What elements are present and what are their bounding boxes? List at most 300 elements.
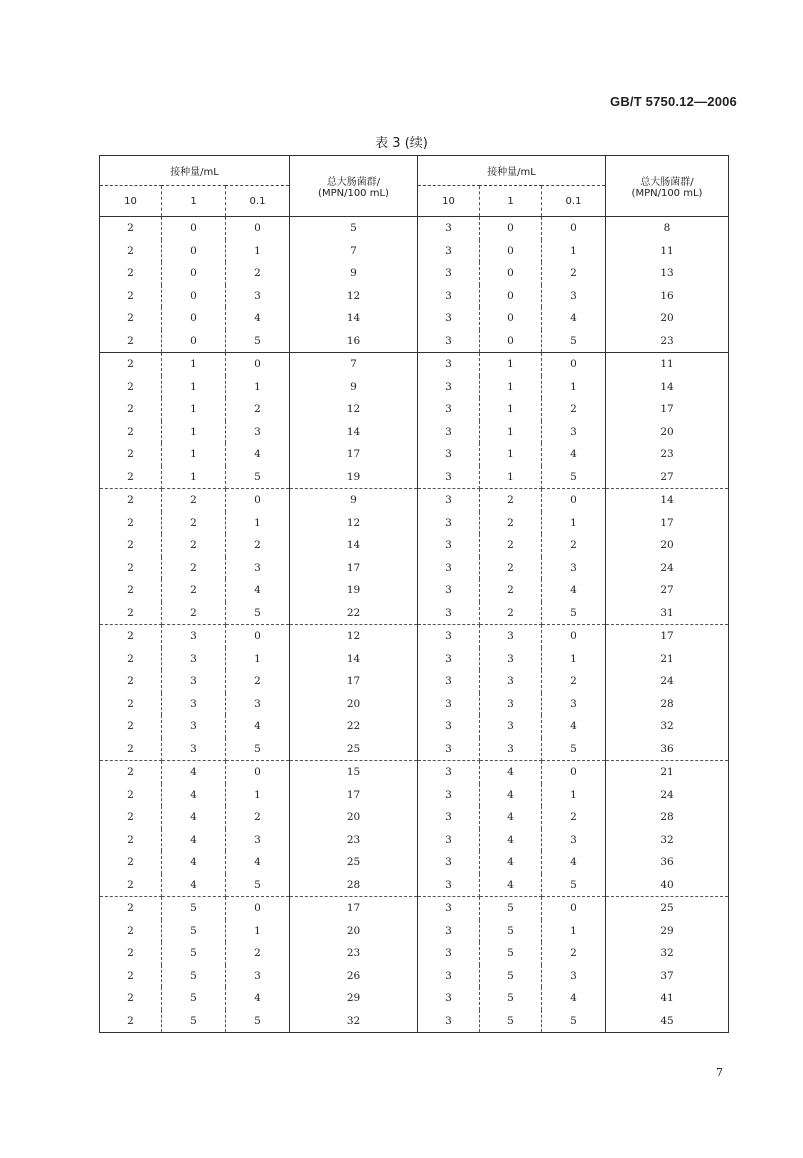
cell-right-1ml: 0 [480, 307, 542, 330]
cell-left-mpn: 17 [290, 670, 418, 693]
cell-right-10ml: 3 [418, 217, 480, 240]
cell-right-0.1ml: 2 [542, 942, 606, 965]
cell-left-mpn: 17 [290, 897, 418, 920]
cell-right-0.1ml: 0 [542, 217, 606, 240]
cell-left-0.1ml: 0 [226, 353, 290, 376]
table-row [100, 1010, 729, 1033]
cell-right-1ml: 4 [480, 874, 542, 897]
cell-left-1ml: 2 [162, 489, 226, 512]
cell-left-1ml: 1 [162, 421, 226, 444]
table-row [100, 443, 729, 466]
cell-right-1ml: 0 [480, 285, 542, 308]
cell-left-0.1ml: 5 [226, 330, 290, 353]
cell-right-1ml: 1 [480, 398, 542, 421]
cell-left-mpn: 20 [290, 920, 418, 943]
cell-left-mpn: 32 [290, 1010, 418, 1033]
cell-left-mpn: 12 [290, 512, 418, 535]
cell-left-10ml: 2 [100, 602, 162, 625]
cell-right-mpn: 32 [660, 947, 674, 960]
table-row [100, 965, 729, 988]
cell-left-10ml: 2 [100, 897, 162, 920]
cell-right-0.1ml: 1 [542, 512, 606, 535]
cell-left-1ml: 0 [162, 330, 226, 353]
cell-right-0.1ml: 2 [542, 398, 606, 421]
cell-left-mpn: 23 [290, 829, 418, 852]
cell-right-10ml: 3 [418, 579, 480, 602]
table-caption: 表 3 (续) [375, 136, 428, 151]
cell-right-1ml: 5 [480, 897, 542, 920]
cell-left-0.1ml: 4 [226, 579, 290, 602]
cell-right-1ml: 4 [480, 851, 542, 874]
cell-right-0.1ml: 3 [542, 829, 606, 852]
cell-left-10ml: 2 [100, 761, 162, 784]
cell-left-1ml: 1 [162, 443, 226, 466]
table-row [100, 534, 729, 557]
cell-left-1ml: 3 [162, 738, 226, 761]
sub-header-10ml-right: 10 [418, 186, 480, 217]
cell-right-0.1ml: 1 [542, 376, 606, 399]
cell-right-mpn: 27 [660, 584, 674, 597]
sub-header-1ml-left: 1 [162, 186, 226, 217]
cell-left-0.1ml: 1 [226, 648, 290, 671]
cell-right-10ml: 3 [418, 466, 480, 489]
cell-right-1ml: 1 [480, 376, 542, 399]
cell-right-1ml: 1 [480, 421, 542, 444]
cell-right-mpn: 25 [660, 902, 674, 915]
cell-left-0.1ml: 4 [226, 443, 290, 466]
cell-left-mpn: 7 [290, 353, 418, 376]
table-row [100, 851, 729, 874]
cell-left-10ml: 2 [100, 443, 162, 466]
cell-left-10ml: 2 [100, 262, 162, 285]
cell-left-0.1ml: 0 [226, 217, 290, 240]
table-row [100, 602, 729, 625]
cell-right-mpn: 23 [660, 448, 674, 461]
cell-right-1ml: 3 [480, 670, 542, 693]
cell-right-1ml: 5 [480, 942, 542, 965]
cell-right-mpn: 23 [606, 330, 729, 353]
cell-left-0.1ml: 3 [226, 557, 290, 580]
cell-left-10ml: 2 [100, 1010, 162, 1033]
cell-right-1ml: 2 [480, 579, 542, 602]
cell-left-1ml: 5 [162, 965, 226, 988]
cell-left-10ml: 2 [100, 784, 162, 807]
cell-left-1ml: 0 [162, 240, 226, 263]
cell-right-10ml: 3 [418, 829, 480, 852]
cell-left-0.1ml: 3 [226, 965, 290, 988]
cell-left-0.1ml: 3 [226, 829, 290, 852]
cell-right-0.1ml: 2 [542, 670, 606, 693]
cell-right-1ml: 2 [480, 534, 542, 557]
cell-left-1ml: 4 [162, 874, 226, 897]
cell-right-0.1ml: 0 [542, 489, 606, 512]
cell-left-10ml: 2 [100, 874, 162, 897]
cell-right-0.1ml: 4 [542, 851, 606, 874]
inoculum-header-right: 接种量/mL [418, 156, 606, 186]
mpn-header-right-line1: 总大肠菌群/ [640, 177, 694, 188]
cell-right-mpn: 14 [660, 494, 674, 507]
cell-left-1ml: 2 [162, 579, 226, 602]
cell-left-mpn: 9 [290, 489, 418, 512]
cell-left-1ml: 3 [162, 715, 226, 738]
cell-left-mpn: 17 [290, 557, 418, 580]
cell-right-10ml: 3 [418, 942, 480, 965]
cell-left-1ml: 3 [162, 625, 226, 648]
cell-left-10ml: 2 [100, 421, 162, 444]
cell-right-1ml: 1 [480, 353, 542, 376]
cell-right-10ml: 3 [418, 670, 480, 693]
cell-left-1ml: 4 [162, 761, 226, 784]
cell-left-0.1ml: 5 [226, 1010, 290, 1033]
cell-right-0.1ml: 5 [542, 738, 606, 761]
cell-right-mpn: 17 [660, 516, 674, 529]
cell-right-0.1ml: 3 [542, 285, 606, 308]
cell-left-1ml: 0 [162, 262, 226, 285]
cell-right-0.1ml: 4 [542, 987, 606, 1010]
cell-right-0.1ml: 4 [542, 715, 606, 738]
cell-left-0.1ml: 1 [226, 376, 290, 399]
cell-right-10ml: 3 [418, 1010, 480, 1033]
table-row [100, 421, 729, 444]
cell-left-mpn: 23 [290, 942, 418, 965]
cell-left-1ml: 3 [162, 648, 226, 671]
cell-left-mpn: 20 [290, 806, 418, 829]
cell-right-mpn: 36 [606, 738, 729, 761]
cell-left-10ml: 2 [100, 307, 162, 330]
cell-right-10ml: 3 [418, 489, 480, 512]
cell-left-mpn: 7 [290, 240, 418, 263]
cell-right-1ml: 0 [480, 240, 542, 263]
cell-left-1ml: 3 [162, 693, 226, 716]
table-row [100, 874, 729, 897]
cell-left-1ml: 1 [162, 466, 226, 489]
cell-left-0.1ml: 2 [226, 398, 290, 421]
cell-right-0.1ml: 1 [542, 784, 606, 807]
cell-left-mpn: 25 [290, 738, 418, 761]
mpn-header-right-line2: (MPN/100 mL) [631, 188, 703, 199]
cell-right-1ml: 0 [480, 330, 542, 353]
cell-left-1ml: 5 [162, 920, 226, 943]
cell-left-1ml: 3 [162, 670, 226, 693]
mpn-header-left-line2: (MPN/100 mL) [318, 188, 389, 199]
cell-left-0.1ml: 1 [226, 920, 290, 943]
cell-right-0.1ml: 4 [542, 579, 606, 602]
sub-header-0.1ml-right: 0.1 [542, 186, 606, 217]
cell-left-10ml: 2 [100, 398, 162, 421]
cell-right-mpn: 24 [660, 561, 674, 574]
cell-left-1ml: 5 [162, 987, 226, 1010]
cell-right-mpn: 20 [660, 425, 674, 438]
table-row [100, 285, 729, 308]
cell-left-10ml: 2 [100, 806, 162, 829]
table-row [100, 579, 729, 602]
mpn-header-right [606, 156, 729, 217]
cell-right-1ml: 1 [480, 443, 542, 466]
table-row [100, 489, 729, 512]
table-header [100, 156, 729, 217]
cell-left-mpn: 15 [290, 761, 418, 784]
table-row [100, 307, 729, 330]
cell-right-1ml: 3 [480, 693, 542, 716]
cell-left-0.1ml: 0 [226, 761, 290, 784]
cell-right-0.1ml: 0 [542, 353, 606, 376]
cell-right-10ml: 3 [418, 874, 480, 897]
table-row [100, 942, 729, 965]
cell-right-10ml: 3 [418, 784, 480, 807]
table-row [100, 648, 729, 671]
cell-left-mpn: 29 [290, 987, 418, 1010]
cell-left-0.1ml: 4 [226, 715, 290, 738]
cell-right-mpn: 14 [660, 380, 674, 393]
cell-left-mpn: 20 [290, 693, 418, 716]
cell-left-mpn: 25 [290, 851, 418, 874]
cell-left-10ml: 2 [100, 534, 162, 557]
cell-right-10ml: 3 [418, 421, 480, 444]
cell-right-0.1ml: 3 [542, 965, 606, 988]
cell-right-1ml: 3 [480, 715, 542, 738]
table-row [100, 761, 729, 784]
cell-left-10ml: 2 [100, 920, 162, 943]
cell-left-mpn: 17 [290, 784, 418, 807]
cell-left-10ml: 2 [100, 285, 162, 308]
cell-right-mpn: 41 [660, 992, 674, 1005]
cell-left-0.1ml: 0 [226, 489, 290, 512]
cell-left-1ml: 2 [162, 512, 226, 535]
cell-left-1ml: 2 [162, 534, 226, 557]
cell-right-0.1ml: 2 [542, 262, 606, 285]
cell-left-10ml: 2 [100, 330, 162, 353]
cell-left-mpn: 9 [290, 376, 418, 399]
cell-left-10ml: 2 [100, 353, 162, 376]
table-row [100, 625, 729, 648]
cell-right-mpn: 36 [660, 856, 674, 869]
cell-right-mpn: 24 [660, 675, 674, 688]
cell-right-10ml: 3 [418, 285, 480, 308]
cell-right-10ml: 3 [418, 738, 480, 761]
cell-right-1ml: 2 [480, 489, 542, 512]
cell-left-10ml: 2 [100, 376, 162, 399]
cell-left-10ml: 2 [100, 987, 162, 1010]
cell-right-1ml: 5 [480, 920, 542, 943]
cell-left-1ml: 4 [162, 851, 226, 874]
sub-header-10ml-left: 10 [100, 186, 162, 217]
cell-right-mpn: 37 [660, 969, 674, 982]
cell-right-0.1ml: 2 [542, 534, 606, 557]
cell-right-10ml: 3 [418, 897, 480, 920]
table-body [100, 217, 729, 1033]
cell-right-mpn: 28 [660, 811, 674, 824]
cell-left-0.1ml: 5 [226, 466, 290, 489]
cell-left-10ml: 2 [100, 738, 162, 761]
cell-right-10ml: 3 [418, 262, 480, 285]
cell-right-10ml: 3 [418, 512, 480, 535]
cell-left-mpn: 26 [290, 965, 418, 988]
cell-right-10ml: 3 [418, 965, 480, 988]
cell-left-mpn: 12 [290, 285, 418, 308]
cell-right-10ml: 3 [418, 534, 480, 557]
cell-right-1ml: 5 [480, 1010, 542, 1033]
cell-left-0.1ml: 5 [226, 874, 290, 897]
cell-right-1ml: 1 [480, 466, 542, 489]
cell-right-10ml: 3 [418, 715, 480, 738]
cell-right-mpn: 27 [606, 466, 729, 489]
cell-left-1ml: 0 [162, 217, 226, 240]
cell-right-mpn: 28 [660, 697, 674, 710]
cell-right-0.1ml: 0 [542, 897, 606, 920]
mpn-table [99, 155, 729, 1033]
table-row [100, 920, 729, 943]
cell-right-0.1ml: 3 [542, 557, 606, 580]
cell-left-1ml: 5 [162, 942, 226, 965]
cell-right-mpn: 21 [660, 766, 674, 779]
sub-header-1ml-right: 1 [480, 186, 542, 217]
cell-right-10ml: 3 [418, 240, 480, 263]
cell-left-mpn: 5 [290, 217, 418, 240]
cell-left-10ml: 2 [100, 942, 162, 965]
cell-left-0.1ml: 2 [226, 534, 290, 557]
cell-left-0.1ml: 1 [226, 784, 290, 807]
cell-left-mpn: 12 [290, 398, 418, 421]
cell-left-mpn: 16 [290, 330, 418, 353]
cell-left-0.1ml: 1 [226, 240, 290, 263]
cell-right-1ml: 0 [480, 262, 542, 285]
cell-left-1ml: 0 [162, 285, 226, 308]
cell-right-1ml: 2 [480, 512, 542, 535]
cell-right-1ml: 5 [480, 965, 542, 988]
cell-left-mpn: 22 [290, 602, 418, 625]
cell-right-mpn: 21 [660, 652, 674, 665]
cell-left-10ml: 2 [100, 670, 162, 693]
cell-right-10ml: 3 [418, 398, 480, 421]
cell-left-mpn: 22 [290, 715, 418, 738]
cell-left-10ml: 2 [100, 240, 162, 263]
cell-left-0.1ml: 1 [226, 512, 290, 535]
cell-left-10ml: 2 [100, 851, 162, 874]
cell-right-mpn: 31 [606, 602, 729, 625]
cell-right-mpn: 16 [660, 289, 674, 302]
table-row [100, 987, 729, 1010]
cell-left-0.1ml: 2 [226, 262, 290, 285]
cell-left-mpn: 19 [290, 466, 418, 489]
cell-right-mpn: 32 [660, 720, 674, 733]
table-row [100, 353, 729, 376]
cell-left-mpn: 17 [290, 443, 418, 466]
table-row [100, 693, 729, 716]
inoculum-header-left: 接种量/mL [100, 156, 290, 186]
cell-right-mpn: 17 [660, 403, 674, 416]
cell-left-10ml: 2 [100, 625, 162, 648]
cell-right-1ml: 5 [480, 987, 542, 1010]
cell-left-10ml: 2 [100, 965, 162, 988]
cell-left-0.1ml: 4 [226, 987, 290, 1010]
cell-left-1ml: 5 [162, 897, 226, 920]
cell-left-10ml: 2 [100, 466, 162, 489]
table-row [100, 217, 729, 240]
cell-right-1ml: 4 [480, 784, 542, 807]
cell-right-10ml: 3 [418, 987, 480, 1010]
table-row [100, 466, 729, 489]
cell-right-1ml: 3 [480, 625, 542, 648]
cell-left-0.1ml: 2 [226, 670, 290, 693]
mpn-header-left [290, 156, 418, 217]
cell-left-1ml: 4 [162, 829, 226, 852]
cell-right-1ml: 4 [480, 806, 542, 829]
cell-left-mpn: 28 [290, 874, 418, 897]
cell-right-10ml: 3 [418, 330, 480, 353]
cell-right-mpn: 40 [606, 874, 729, 897]
cell-right-10ml: 3 [418, 376, 480, 399]
table-row [100, 376, 729, 399]
cell-right-0.1ml: 3 [542, 693, 606, 716]
cell-right-1ml: 2 [480, 602, 542, 625]
cell-right-10ml: 3 [418, 625, 480, 648]
cell-right-mpn: 13 [660, 267, 674, 280]
cell-right-0.1ml: 0 [542, 761, 606, 784]
cell-left-0.1ml: 5 [226, 738, 290, 761]
cell-left-1ml: 1 [162, 398, 226, 421]
cell-left-mpn: 14 [290, 648, 418, 671]
cell-right-0.1ml: 5 [542, 874, 606, 897]
cell-right-0.1ml: 5 [542, 330, 606, 353]
cell-right-0.1ml: 3 [542, 421, 606, 444]
cell-right-10ml: 3 [418, 602, 480, 625]
cell-left-10ml: 2 [100, 217, 162, 240]
cell-left-0.1ml: 4 [226, 307, 290, 330]
cell-left-10ml: 2 [100, 715, 162, 738]
standard-code: GB/T 5750.12—2006 [610, 94, 737, 109]
cell-right-1ml: 2 [480, 557, 542, 580]
cell-right-1ml: 3 [480, 648, 542, 671]
cell-right-10ml: 3 [418, 806, 480, 829]
cell-left-10ml: 2 [100, 489, 162, 512]
cell-left-1ml: 1 [162, 376, 226, 399]
cell-right-10ml: 3 [418, 693, 480, 716]
cell-left-1ml: 4 [162, 784, 226, 807]
table-row [100, 829, 729, 852]
cell-right-mpn: 32 [660, 833, 674, 846]
cell-right-0.1ml: 5 [542, 602, 606, 625]
cell-left-0.1ml: 3 [226, 421, 290, 444]
table-row [100, 512, 729, 535]
cell-left-10ml: 2 [100, 693, 162, 716]
cell-left-0.1ml: 0 [226, 897, 290, 920]
cell-right-10ml: 3 [418, 761, 480, 784]
cell-left-0.1ml: 2 [226, 942, 290, 965]
cell-right-mpn: 17 [660, 630, 674, 643]
cell-left-10ml: 2 [100, 829, 162, 852]
cell-right-1ml: 4 [480, 761, 542, 784]
cell-right-mpn: 8 [663, 222, 671, 235]
table-row [100, 398, 729, 421]
cell-left-0.1ml: 3 [226, 693, 290, 716]
table-row [100, 262, 729, 285]
cell-left-10ml: 2 [100, 579, 162, 602]
cell-left-1ml: 1 [162, 353, 226, 376]
cell-right-mpn: 11 [660, 358, 674, 371]
cell-left-1ml: 2 [162, 557, 226, 580]
cell-left-0.1ml: 5 [226, 602, 290, 625]
cell-left-0.1ml: 3 [226, 285, 290, 308]
cell-left-0.1ml: 2 [226, 806, 290, 829]
table-row [100, 897, 729, 920]
cell-right-10ml: 3 [418, 443, 480, 466]
cell-left-mpn: 14 [290, 307, 418, 330]
cell-right-1ml: 0 [480, 217, 542, 240]
sub-header-0.1ml-left: 0.1 [226, 186, 290, 217]
cell-right-mpn: 20 [660, 539, 674, 552]
cell-right-mpn: 11 [660, 244, 674, 257]
table-row [100, 240, 729, 263]
